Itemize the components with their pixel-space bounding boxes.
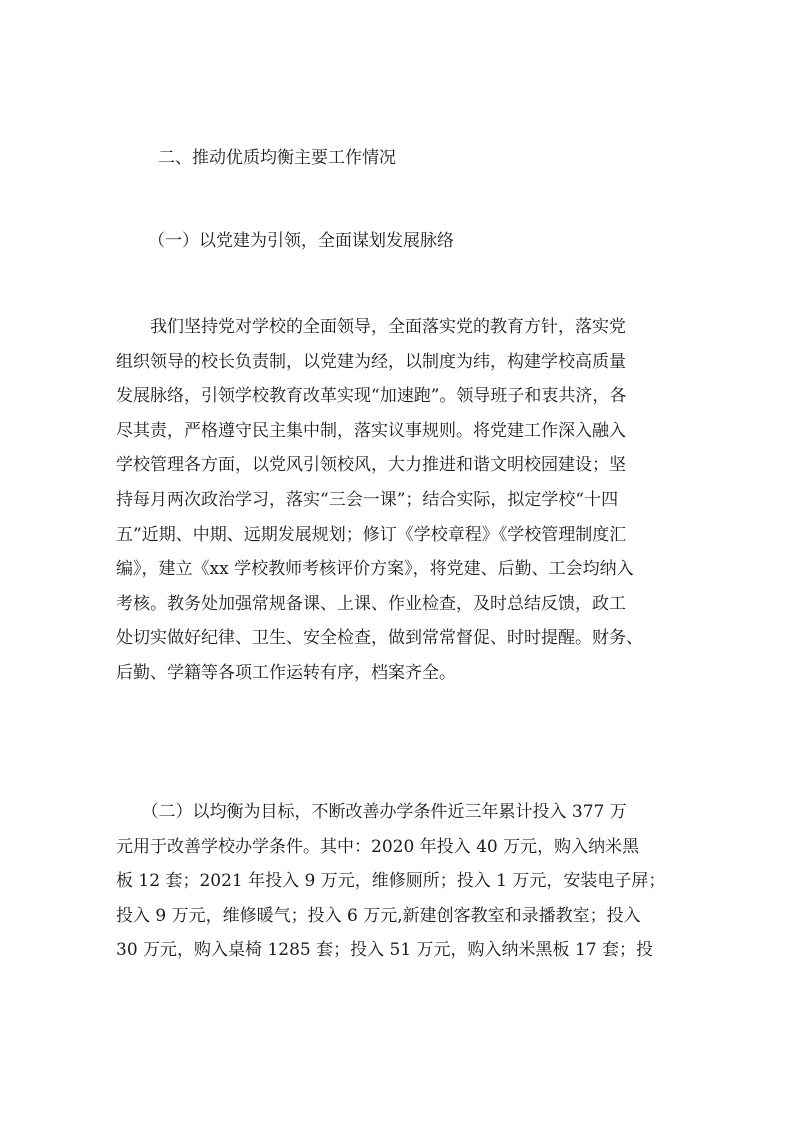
- section-heading: 二、推动优质均衡主要工作情况: [158, 148, 396, 168]
- sub-heading-party-building: （一）以党建为引领，全面谋划发展脉络: [148, 231, 454, 251]
- paragraph-line: 尽其责，严格遵守民主集中制，落实议事规则。将党建工作深入融入: [116, 420, 626, 441]
- paragraph-line: 五”近期、中期、远期发展规划；修订《学校章程》《学校管理制度汇: [116, 524, 627, 545]
- paragraph-line: 我们坚持党对学校的全面领导，全面落实党的教育方针，落实党: [116, 317, 626, 337]
- paragraph-line: 投入 9 万元，维修暖气；投入 6 万元,新建创客教室和录播教室；投入: [116, 905, 641, 926]
- paragraph-line: 后勤、学籍等各项工作运转有序，档案齐全。: [116, 662, 456, 683]
- paragraph-balanced-conditions: [116, 795, 686, 968]
- paragraph-line: 组织领导的校长负责制，以党建为经，以制度为纬，构建学校高质量: [116, 351, 626, 372]
- paragraph-line: 考核。教务处加强常规备课、上课、作业检查，及时总结反馈，政工: [116, 593, 626, 614]
- paragraph-line: 元用于改善学校办学条件。其中：2020 年投入 40 万元，购入纳米黑: [116, 836, 640, 857]
- paragraph-line: 学校管理各方面，以党风引领校风，大力推进和谐文明校园建设；坚: [116, 455, 626, 476]
- paragraph-party-building: [116, 310, 686, 691]
- paragraph-line: （二）以均衡为目标，不断改善办学条件近三年累计投入 377 万: [116, 802, 627, 822]
- paragraph-line: 处切实做好纪律、卫生、安全检查，做到常常督促、时时提醒。财务、: [116, 628, 643, 649]
- paragraph-line: 板 12 套；2021 年投入 9 万元，维修厕所；投入 1 万元，安装电子屏；: [116, 871, 666, 892]
- paragraph-line: 30 万元，购入桌椅 1285 套；投入 51 万元，购入纳米黑板 17 套；投: [116, 940, 653, 961]
- paragraph-line: 发展脉络，引领学校教育改革实现“加速跑”。领导班子和衷共济，各: [116, 386, 627, 407]
- paragraph-line: 持每月两次政治学习，落实“三会一课”；结合实际，拟定学校“十四: [116, 489, 619, 510]
- paragraph-line: 编》，建立《xx 学校教师考核评价方案》，将党建、后勤、工会均纳入: [116, 559, 634, 580]
